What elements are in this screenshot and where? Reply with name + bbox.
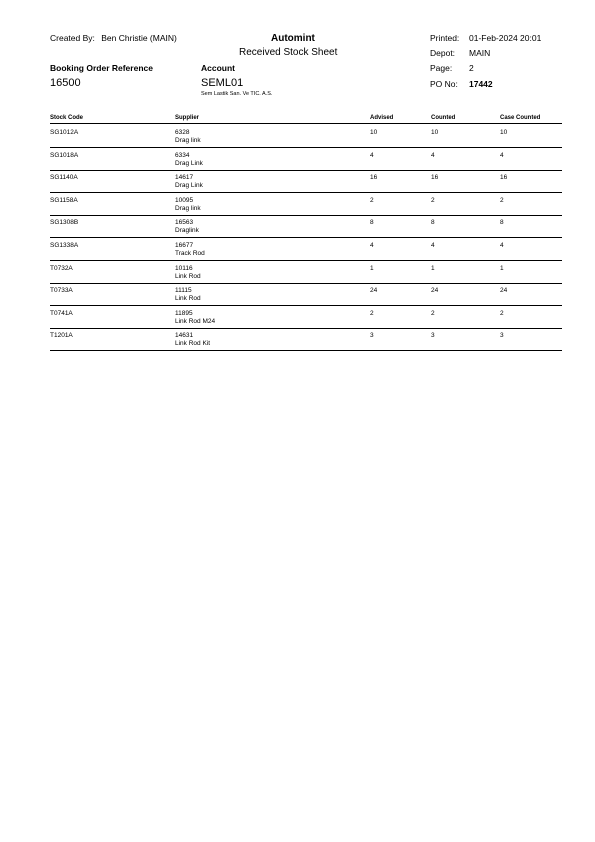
- account-name: Sem Lastik San. Ve TIC. A.S.: [201, 91, 273, 97]
- stock-code-cell: SG1158A: [50, 196, 78, 204]
- supplier-code: 11115: [175, 287, 192, 295]
- supplier-code: 14617: [175, 174, 194, 182]
- supplier-cell: [175, 265, 201, 281]
- case-counted-cell: 1: [500, 264, 504, 272]
- supplier-cell: [175, 152, 203, 168]
- col-header-case-counted: Case Counted: [500, 115, 541, 121]
- advised-cell: 4: [370, 151, 374, 159]
- case-counted-cell: 10: [500, 129, 508, 136]
- depot-value: MAIN: [469, 48, 491, 58]
- part-description: Drag link: [175, 137, 201, 144]
- supplier-code: 11895: [175, 309, 193, 317]
- supplier-code: 16563: [175, 219, 194, 227]
- depot-label: Depot:: [430, 48, 456, 58]
- stock-code-cell: SG1140A: [50, 174, 78, 182]
- part-description: Draglink: [175, 227, 199, 235]
- supplier-cell: [175, 197, 201, 213]
- booking-ref-label: Booking Order Reference: [50, 63, 153, 73]
- printed-value: 01-Feb-2024 20:01: [469, 33, 542, 43]
- counted-cell: 4: [431, 151, 435, 159]
- supplier-cell: [175, 332, 210, 348]
- stock-code-cell: SG1018A: [50, 151, 79, 159]
- counted-cell: 16: [431, 174, 439, 182]
- part-description: Drag Link: [175, 182, 203, 190]
- table-row: [50, 282, 562, 306]
- advised-cell: 2: [370, 196, 374, 204]
- stock-code-cell: T0733A: [50, 287, 73, 295]
- booking-ref-value: 16500: [50, 77, 81, 89]
- counted-cell: 8: [431, 219, 435, 227]
- col-header-supplier: Supplier: [175, 115, 200, 121]
- part-description: Link Rod: [175, 272, 201, 280]
- counted-cell: 24: [431, 287, 439, 295]
- supplier-code: 6334: [175, 151, 190, 159]
- advised-cell: 24: [370, 287, 378, 295]
- part-description: Drag Link: [175, 159, 203, 167]
- created-by-label: Created By:: [50, 33, 95, 43]
- advised-cell: 3: [370, 332, 374, 340]
- account-label: Account: [201, 63, 235, 73]
- stock-code-cell: T1201A: [50, 332, 73, 340]
- supplier-code: 16677: [175, 242, 194, 249]
- created-by-value: Ben Christie (MAIN): [101, 33, 177, 43]
- counted-cell: 4: [431, 242, 435, 249]
- table-row: [50, 124, 562, 148]
- supplier-cell: [175, 310, 215, 326]
- supplier-cell: [175, 174, 203, 190]
- counted-cell: 2: [431, 196, 435, 204]
- counted-cell: 2: [431, 309, 435, 317]
- case-counted-cell: 4: [500, 242, 504, 249]
- page-label: Page:: [430, 63, 453, 73]
- table-row: [50, 192, 562, 216]
- case-counted-cell: 8: [500, 219, 504, 227]
- counted-cell: 1: [431, 264, 435, 272]
- table-row: [50, 237, 562, 261]
- table-row: [50, 305, 562, 329]
- printed-label: Printed:: [430, 33, 460, 43]
- case-counted-cell: 24: [500, 287, 508, 295]
- account-code: SEML01: [201, 77, 244, 89]
- table-row: [50, 214, 562, 238]
- stock-code-cell: SG1308B: [50, 219, 79, 227]
- counted-cell: 10: [431, 129, 439, 136]
- table-row: [50, 147, 562, 171]
- counted-cell: 3: [431, 332, 435, 340]
- col-header-counted: Counted: [431, 115, 456, 121]
- advised-cell: 8: [370, 219, 374, 227]
- supplier-code: 14631: [175, 332, 194, 340]
- advised-cell: 4: [370, 242, 374, 249]
- advised-cell: 16: [370, 174, 378, 182]
- case-counted-cell: 16: [500, 174, 508, 182]
- table-row: [50, 260, 562, 284]
- col-header-advised: Advised: [370, 115, 394, 121]
- case-counted-cell: 2: [500, 309, 504, 317]
- created-by: [50, 33, 177, 43]
- table-row: [50, 169, 562, 193]
- advised-cell: 2: [370, 309, 374, 317]
- supplier-cell: [175, 129, 201, 145]
- advised-cell: 10: [370, 129, 378, 136]
- stock-code-cell: T0741A: [50, 309, 73, 317]
- col-header-stock-code: Stock Code: [50, 115, 84, 121]
- part-description: Link Rod M24: [175, 317, 216, 325]
- stock-code-cell: T0732A: [50, 264, 73, 272]
- supplier-code: 10095: [175, 196, 194, 204]
- advised-cell: 1: [370, 264, 374, 272]
- part-description: Track Rod: [175, 250, 205, 257]
- supplier-code: 6328: [175, 129, 190, 136]
- part-description: Drag link: [175, 204, 201, 212]
- part-description: Link Rod: [175, 295, 201, 303]
- supplier-code: 10116: [175, 264, 193, 272]
- stock-code-cell: SG1338A: [50, 242, 79, 249]
- supplier-cell: [175, 287, 201, 303]
- case-counted-cell: 3: [500, 332, 504, 340]
- report-title: Received Stock Sheet: [239, 47, 338, 58]
- stock-code-cell: SG1012A: [50, 129, 79, 136]
- case-counted-cell: 2: [500, 196, 504, 204]
- page-value: 2: [469, 63, 474, 73]
- part-description: Link Rod Kit: [175, 340, 211, 348]
- po-label: PO No:: [430, 79, 458, 89]
- po-value: 17442: [469, 79, 493, 89]
- company-name: Automint: [271, 33, 315, 44]
- case-counted-cell: 4: [500, 151, 504, 159]
- supplier-cell: [175, 242, 205, 258]
- table-row: [50, 327, 562, 351]
- supplier-cell: [175, 219, 199, 235]
